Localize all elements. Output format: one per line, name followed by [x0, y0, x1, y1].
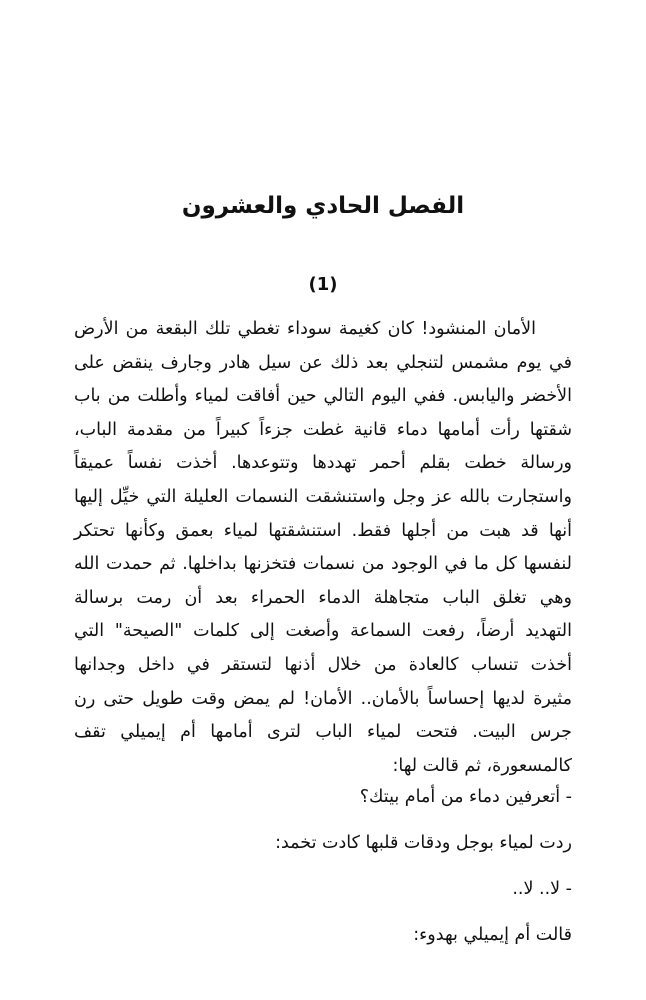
paragraph-line: وهي تغلق الباب متجاهلة الدماء الحمراء بعد أن رمت برسالة [74, 587, 572, 608]
paragraph-line: مثيرة لديها إحساساً بالأمان.. الأمان! لم يمض وقت طويل حتى رن [74, 688, 572, 709]
paragraph-line: أخذت تنساب كالعادة من خلال أذنها لتستقر في داخل وجدانها [74, 654, 572, 675]
dialogue-line: - لا.. لا.. [512, 879, 572, 899]
paragraph-line: ورسالة خطت بقلم أحمر تهددها وتتوعدها. أخذت نفساً عميقاً [74, 453, 572, 474]
paragraph-line: لنفسها كل ما في الوجود من نسمات فتخزنها بداخلها. ثم حمدت الله [74, 554, 572, 575]
chapter-title: الفصل الحادي والعشرون [181, 193, 465, 219]
dialogue-line: - أتعرفين دماء من أمام بيتك؟ [359, 787, 572, 807]
narration-line: ردت لمياء بوجل ودقات قلبها كادت تخمد: [275, 833, 572, 853]
main-paragraph [74, 313, 572, 783]
paragraph-line: جرس البيت. فتحت لمياء الباب لترى أمامها أم إيميلي تقف [74, 722, 572, 743]
paragraph-line: كالمسعورة، ثم قالت لها: [392, 755, 572, 776]
paragraph-line: شقتها رأت أمامها دماء قانية غطت جزءاً كبيراً من مقدمة الباب، [74, 419, 572, 440]
paragraph-line: الأخضر واليابس. ففي اليوم التالي حين أفاقت لمياء وأطلت من باب [74, 386, 572, 407]
section-number: (1) [308, 274, 338, 295]
paragraph-line: في يوم مشمس لتنجلي بعد ذلك عن سيل هادر وجارف ينقض على [74, 352, 572, 373]
paragraph-line: التهديد أرضاً، رفعت السماعة وأصغت إلى كلمات "الصيحة" التي [74, 621, 572, 642]
narration-line: قالت أم إيميلي بهدوء: [413, 925, 572, 945]
paragraph-line: أنها قد هبت من أجلها فقط. استنشقتها لمياء بعمق وكأنها تحتكر [74, 520, 572, 541]
paragraph-line: واستجارت بالله عز وجل واستنشقت النسمات العليلة التي خيِّل إليها [74, 486, 572, 507]
paragraph-line: الأمان المنشود! كان كغيمة سوداء تغطي تلك البقعة من الأرض [74, 319, 536, 339]
